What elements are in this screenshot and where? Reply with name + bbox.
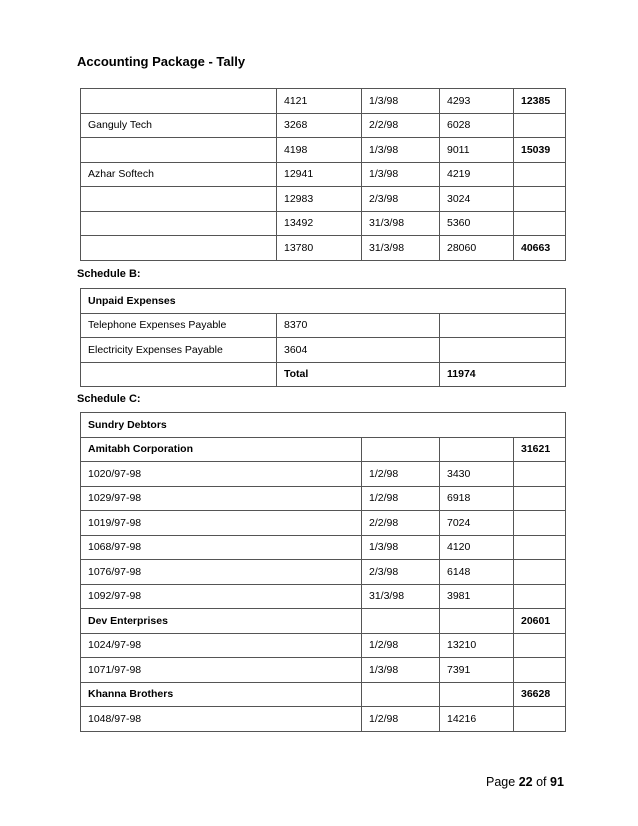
table-cell: 7391 [440,658,514,683]
table-cell: 1/3/98 [362,162,440,187]
table-cell [362,437,440,462]
table-cell: 1/2/98 [362,462,440,487]
table-row [81,437,566,462]
table-cell: 3268 [277,113,362,138]
table-cell: 4219 [440,162,514,187]
table-cell: 2/3/98 [362,560,440,585]
table-cell: 1/3/98 [362,535,440,560]
table-row [81,658,566,683]
table-cell: 13780 [277,236,362,261]
table-cell: 9011 [440,138,514,163]
table-cell [514,633,566,658]
schedule-b-label: Schedule B: [77,268,141,280]
table-cell [440,609,514,634]
table-row [81,236,566,261]
table-cell: 13210 [440,633,514,658]
schedule-b-header-row [81,289,566,314]
table-cell: 1/2/98 [362,633,440,658]
table-cell [440,437,514,462]
table-cell: 31/3/98 [362,236,440,261]
table-row [81,187,566,212]
page-total: 91 [550,775,564,789]
table-cell: Khanna Brothers [81,682,362,707]
table-cell: 1/2/98 [362,486,440,511]
table-cell: 1076/97-98 [81,560,362,585]
table-cell: 3024 [440,187,514,212]
table-cell: 31/3/98 [362,211,440,236]
table-cell: 5360 [440,211,514,236]
table-cell: 14216 [440,707,514,732]
schedule-c-label: Schedule C: [77,393,141,405]
table-row [81,682,566,707]
table-row [81,633,566,658]
table-row [81,113,566,138]
table-cell: 11974 [440,362,566,387]
page-of: of [536,775,547,789]
table-row [81,486,566,511]
table-cell: 1/3/98 [362,89,440,114]
table-cell [81,89,277,114]
table-cell [81,362,277,387]
table-cell: 2/2/98 [362,113,440,138]
table-row [81,89,566,114]
table-cell [514,535,566,560]
table-cell [514,486,566,511]
table-row [81,584,566,609]
table-cell: 4120 [440,535,514,560]
table-row [81,462,566,487]
table-cell [514,584,566,609]
table-cell [440,338,566,363]
table-row [81,535,566,560]
table-cell: Telephone Expenses Payable [81,313,277,338]
table-cell: 1/2/98 [362,707,440,732]
table-cell [362,609,440,634]
table-cell [514,211,566,236]
table-cell: 3430 [440,462,514,487]
table-cell: 3604 [277,338,440,363]
table-cell [362,682,440,707]
table-cell: 4121 [277,89,362,114]
table-row [81,609,566,634]
table-cell: 2/2/98 [362,511,440,536]
table-cell [514,162,566,187]
table-cell [514,462,566,487]
table-cell: 12385 [514,89,566,114]
table-cell: 2/3/98 [362,187,440,212]
table-cell: 36628 [514,682,566,707]
table-cell: 1024/97-98 [81,633,362,658]
table-row [81,707,566,732]
table-row [81,511,566,536]
table-cell: 1071/97-98 [81,658,362,683]
table-cell: 1019/97-98 [81,511,362,536]
table-cell: 13492 [277,211,362,236]
table-cell: Amitabh Corporation [81,437,362,462]
table-row [81,362,566,387]
table-cell: 12941 [277,162,362,187]
table-row [81,162,566,187]
table-cell: 8370 [277,313,440,338]
table-cell [514,707,566,732]
table-row [81,138,566,163]
table-cell: 28060 [440,236,514,261]
schedule-c-table [80,412,566,732]
table-cell: 12983 [277,187,362,212]
document-title: Accounting Package - Tally [77,54,246,69]
table-cell: 6918 [440,486,514,511]
table-cell [514,511,566,536]
table-cell [81,236,277,261]
table-row [81,560,566,585]
table-cell: Total [277,362,440,387]
table-cell: Azhar Softech [81,162,277,187]
table-cell: 7024 [440,511,514,536]
table-cell: 1048/97-98 [81,707,362,732]
table-cell [514,658,566,683]
page-word: Page [486,775,516,789]
schedule-b-header: Unpaid Expenses [81,289,566,314]
table-cell: 6028 [440,113,514,138]
table-cell: 3981 [440,584,514,609]
schedule-c-header-row [81,413,566,438]
table-cell [440,313,566,338]
table-cell: 1092/97-98 [81,584,362,609]
table-cell: 15039 [514,138,566,163]
schedule-c-header: Sundry Debtors [81,413,566,438]
table-cell [514,560,566,585]
table-cell [514,113,566,138]
table-row [81,211,566,236]
table-cell: Ganguly Tech [81,113,277,138]
table-cell: Dev Enterprises [81,609,362,634]
table-cell: 6148 [440,560,514,585]
table-row [81,313,566,338]
table-cell: 4293 [440,89,514,114]
table-cell: 1/3/98 [362,658,440,683]
schedule-b-table [80,288,566,387]
table-cell: 1020/97-98 [81,462,362,487]
table-cell [514,187,566,212]
table-cell [81,138,277,163]
table-row [81,338,566,363]
table-cell [81,187,277,212]
page-current: 22 [518,775,533,789]
page-number [486,775,564,789]
table-cell: 1029/97-98 [81,486,362,511]
table-cell: 40663 [514,236,566,261]
table-cell: 1068/97-98 [81,535,362,560]
creditors-table [80,88,566,261]
table-cell: Electricity Expenses Payable [81,338,277,363]
table-cell: 1/3/98 [362,138,440,163]
table-cell: 4198 [277,138,362,163]
table-cell [81,211,277,236]
table-cell: 20601 [514,609,566,634]
table-cell: 31/3/98 [362,584,440,609]
table-cell [440,682,514,707]
table-cell: 31621 [514,437,566,462]
